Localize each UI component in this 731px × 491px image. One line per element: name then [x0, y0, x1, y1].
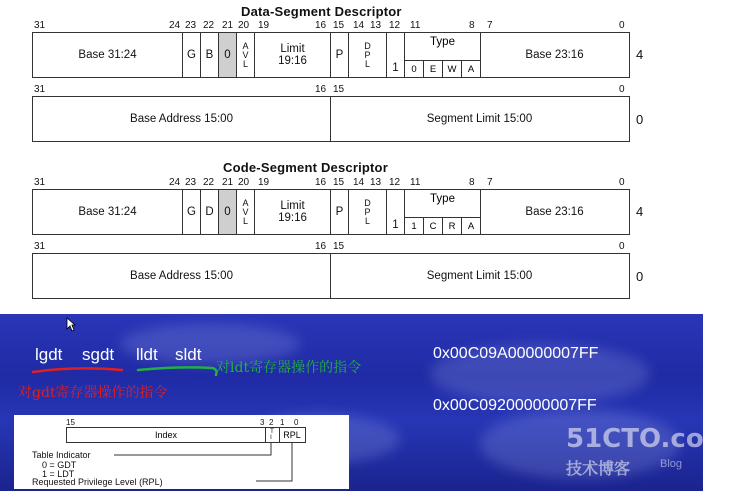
- type-bit: 1: [405, 218, 424, 234]
- bit-number: 1: [280, 418, 285, 427]
- data-descriptor-value: 0x00C09200000007FF: [433, 397, 597, 414]
- bit-number: 19: [258, 177, 270, 188]
- limit-19-16-cell: Limit 19:16: [255, 33, 331, 77]
- type-bit: W: [443, 61, 462, 77]
- default-size-bit: D: [201, 190, 219, 234]
- type-field: [405, 33, 481, 77]
- ti-field: T I: [265, 428, 280, 442]
- base-address-15-00-cell: Base Address 15:00: [33, 97, 331, 141]
- lgdt-instruction: lgdt: [35, 345, 63, 364]
- bit-number: 31: [34, 241, 46, 252]
- bit-number: 20: [238, 177, 250, 188]
- bit-number: 15: [333, 177, 345, 188]
- bit-number: 23: [185, 20, 197, 31]
- type-bit: 0: [405, 61, 424, 77]
- type-bit: A: [467, 220, 475, 232]
- blog-watermark-en: Blog: [660, 458, 683, 470]
- underline-marks: [30, 362, 230, 378]
- ldt-underline: [138, 367, 217, 375]
- dword-offset: 4: [636, 204, 644, 219]
- bit-number: 15: [333, 241, 345, 252]
- big-bit: B: [201, 33, 219, 77]
- present-bit: P: [331, 190, 349, 234]
- bit-number: 14: [353, 20, 365, 31]
- bit-number: 22: [203, 20, 215, 31]
- bit-number: 16: [315, 20, 327, 31]
- base-address-15-00-cell: Base Address 15:00: [33, 254, 331, 298]
- code-segment-title: Code-Segment Descriptor: [223, 160, 388, 175]
- type-bit: E: [424, 61, 443, 77]
- granularity-bit: G: [183, 190, 201, 234]
- bit-number: 23: [185, 177, 197, 188]
- dword-offset: 0: [636, 112, 644, 127]
- bit-number: 0: [619, 84, 625, 95]
- bit-number: 12: [389, 20, 401, 31]
- sgdt-instruction: sgdt: [82, 345, 115, 364]
- limit-19-16-cell: Limit 19:16: [255, 190, 331, 234]
- bit-number: 0: [294, 418, 299, 427]
- bit-number: 15: [66, 418, 75, 427]
- bit-number: 3: [260, 418, 265, 427]
- ldt-note: 对ldt寄存器操作的指令: [216, 360, 362, 376]
- bit-number: 2: [269, 418, 274, 427]
- sldt-instruction: sldt: [175, 345, 202, 364]
- type-bit: R: [443, 218, 462, 234]
- data-descriptor-low-dword: [32, 96, 630, 142]
- dpl-field: D P L: [349, 190, 387, 234]
- type-subbits: [405, 60, 480, 77]
- site-watermark: 51CTO.com: [566, 424, 731, 454]
- bit-number: 22: [203, 177, 215, 188]
- rpl-field: RPL: [283, 430, 301, 440]
- bit-number: 21: [222, 177, 234, 188]
- dpl-field: D P L: [349, 33, 387, 77]
- bit-number: 7: [487, 20, 493, 31]
- bit-number: 31: [34, 20, 46, 31]
- ti-ldt-value: 1 = LDT: [42, 469, 75, 479]
- avl-bit: A V L: [237, 33, 255, 77]
- gdt-underline: [33, 368, 122, 372]
- type-subbits: [405, 217, 480, 234]
- bit-number: 20: [238, 20, 250, 31]
- bit-number: 11: [410, 20, 421, 31]
- bit-number: 7: [487, 177, 493, 188]
- data-segment-title: Data-Segment Descriptor: [241, 4, 402, 19]
- index-field: Index: [67, 428, 266, 442]
- bit-number: 31: [34, 177, 46, 188]
- reserved-zero-bit: 0: [219, 190, 237, 234]
- dword-offset: 0: [636, 269, 644, 284]
- bit-number: 21: [222, 20, 234, 31]
- type-bit: C: [424, 218, 443, 234]
- bit-number: 0: [619, 241, 625, 252]
- bit-number: 15: [333, 84, 345, 95]
- type-bit: A: [467, 63, 475, 75]
- bit-number: 8: [469, 177, 475, 188]
- type-field: [405, 190, 481, 234]
- bit-number: 8: [469, 20, 475, 31]
- s-bit: 1: [387, 33, 405, 77]
- code-descriptor-value: 0x00C09A00000007FF: [433, 345, 599, 362]
- table-indicator-label: Table Indicator: [32, 450, 91, 460]
- granularity-bit: G: [183, 33, 201, 77]
- avl-bit: A V L: [237, 190, 255, 234]
- bit-number: 0: [619, 20, 625, 31]
- bit-number: 11: [410, 177, 421, 188]
- code-descriptor-high-dword: [32, 189, 630, 235]
- base-23-16-cell: Base 23:16: [525, 206, 584, 218]
- bit-number: 24: [169, 20, 181, 31]
- bit-number: 13: [370, 20, 382, 31]
- s-bit: 1: [387, 190, 405, 234]
- segment-limit-15-00-cell: Segment Limit 15:00: [426, 113, 533, 125]
- mouse-pointer-icon: [66, 317, 76, 332]
- bit-number: 31: [34, 84, 46, 95]
- gdt-note: 对gdt寄存器操作的指令: [18, 385, 168, 401]
- bit-number: 16: [315, 241, 327, 252]
- bit-number: 24: [169, 177, 181, 188]
- type-label: Type: [430, 36, 455, 48]
- present-bit: P: [331, 33, 349, 77]
- code-descriptor-low-dword: [32, 253, 630, 299]
- segment-selector-diagram: [14, 415, 349, 489]
- blog-watermark-cn: 技术博客: [566, 459, 631, 478]
- rpl-label: Requested Privilege Level (RPL): [32, 477, 163, 487]
- base-31-24-cell: Base 31:24: [33, 33, 183, 77]
- base-31-24-cell: Base 31:24: [33, 190, 183, 234]
- bit-number: 12: [389, 177, 401, 188]
- data-descriptor-high-dword: [32, 32, 630, 78]
- reserved-zero-bit: 0: [219, 33, 237, 77]
- type-label: Type: [430, 193, 455, 205]
- bit-number: 14: [353, 177, 365, 188]
- base-23-16-cell: Base 23:16: [525, 49, 584, 61]
- bit-number: 15: [333, 20, 345, 31]
- dword-offset: 4: [636, 47, 644, 62]
- bit-number: 16: [315, 84, 327, 95]
- bit-number: 16: [315, 177, 327, 188]
- bit-number: 13: [370, 177, 382, 188]
- bit-number: 0: [619, 177, 625, 188]
- ti-gdt-value: 0 = GDT: [42, 460, 77, 470]
- bit-number: 19: [258, 20, 270, 31]
- lldt-instruction: lldt: [136, 345, 158, 364]
- segment-limit-15-00-cell: Segment Limit 15:00: [426, 270, 533, 282]
